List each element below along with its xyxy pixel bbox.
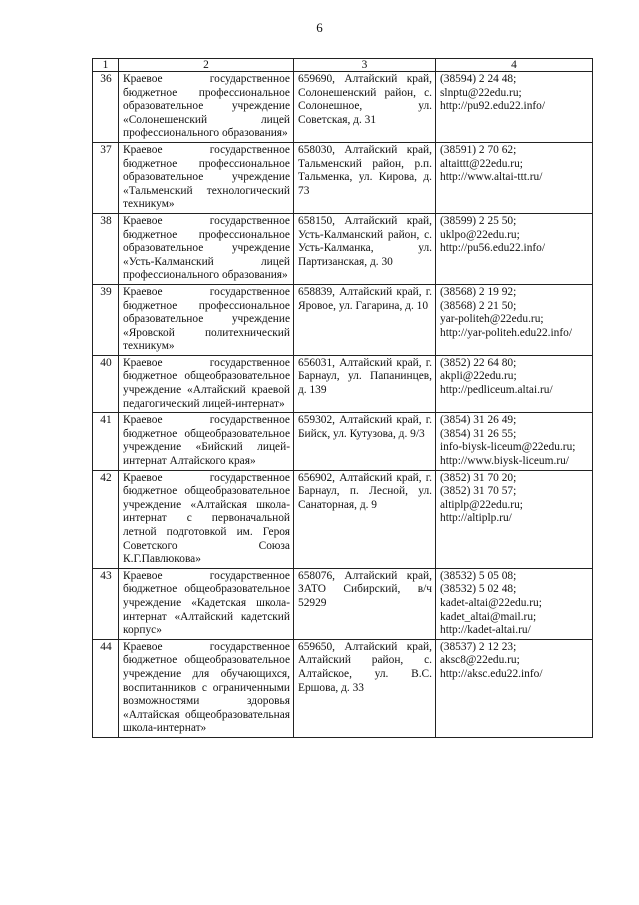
institution-name: Краевое государственное бюджетное профессиональное образовательное учреждение «Усть-Калманский лицей профессионального образования»: [119, 213, 294, 284]
contact-line: kadet_altai@mail.ru;: [440, 610, 537, 623]
contact-line: http://pedliceum.altai.ru/: [440, 384, 553, 397]
contact-line: http://yar-politeh.edu22.info/: [440, 326, 573, 339]
row-number: 39: [93, 284, 119, 355]
table-header-row: [93, 59, 593, 72]
contact-line: info-biysk-liceum@22edu.ru;: [440, 441, 576, 454]
institution-address: 658150, Алтайский край, Усть-Калманский район, с. Усть-Калманка, ул. Партизанская, д. 30: [294, 213, 436, 284]
institution-name: Краевое государственное бюджетное общеобразовательное учреждение «Алтайский краевой педагогический лицей-интернат»: [119, 355, 294, 412]
contact-line: altiplp@22edu.ru;: [440, 498, 523, 511]
contact-line: (38532) 5 02 48;: [440, 583, 517, 596]
row-number: 44: [93, 639, 119, 737]
contact-line: (38537) 2 12 23;: [440, 640, 517, 653]
column-header-name: 2: [119, 59, 294, 72]
institution-address: 658839, Алтайский край, г. Яровое, ул. Гагарина, д. 10: [294, 284, 436, 355]
institution-contacts: [436, 72, 593, 143]
institution-contacts: [436, 413, 593, 470]
contact-line: (38568) 2 21 50;: [440, 299, 517, 312]
contact-line: http://pu92.edu22.info/: [440, 100, 546, 113]
institution-contacts: [436, 470, 593, 568]
contact-line: (38568) 2 19 92;: [440, 285, 517, 298]
contact-line: http://www.biysk-liceum.ru/: [440, 455, 569, 468]
row-number: 38: [93, 213, 119, 284]
institution-name: Краевое государственное бюджетное профессиональное образовательное учреждение «Солонешенский лицей профессионального образования»: [119, 72, 294, 143]
institution-contacts: [436, 568, 593, 639]
row-number: 40: [93, 355, 119, 412]
contact-line: (38532) 5 05 08;: [440, 569, 517, 582]
institution-contacts: [436, 213, 593, 284]
institution-address: 659690, Алтайский край, Солонешенский район, с. Солонешное, ул. Советская, д. 31: [294, 72, 436, 143]
institution-contacts: [436, 142, 593, 213]
institution-address: 656031, Алтайский край, г. Барнаул, ул. Папанинцев, д. 139: [294, 355, 436, 412]
contact-line: (38594) 2 24 48;: [440, 73, 517, 85]
contact-line: http://www.altai-ttt.ru/: [440, 171, 543, 184]
table-row: [93, 355, 593, 412]
institution-address: 659650, Алтайский край, Алтайский район, с. Алтайское, ул. В.С. Ершова, д. 33: [294, 639, 436, 737]
contact-line: (3854) 31 26 55;: [440, 427, 517, 440]
column-header-address: 3: [294, 59, 436, 72]
table-row: [93, 213, 593, 284]
contact-line: http://kadet-altai.ru/: [440, 624, 531, 637]
institution-name: Краевое государственное бюджетное профессиональное образовательное учреждение «Тальменский технологический техникум»: [119, 142, 294, 213]
contact-line: (38599) 2 25 50;: [440, 214, 517, 227]
contact-line: aksc8@22edu.ru;: [440, 654, 520, 667]
institution-address: 656902, Алтайский край, г. Барнаул, п. Лесной, ул. Санаторная, д. 9: [294, 470, 436, 568]
column-header-contacts: 4: [436, 59, 593, 72]
contact-line: kadet-altai@22edu.ru;: [440, 596, 542, 609]
contact-line: uklpo@22edu.ru;: [440, 228, 520, 241]
table-row: [93, 639, 593, 737]
table-row: [93, 72, 593, 143]
contact-line: (3852) 31 70 20;: [440, 471, 517, 484]
contact-line: (3852) 31 70 57;: [440, 485, 517, 498]
row-number: 41: [93, 413, 119, 470]
institution-contacts: [436, 639, 593, 737]
institution-name: Краевое государственное бюджетное общеобразовательное учреждение «Кадетская школа-интернат «Алтайский кадетский корпус»: [119, 568, 294, 639]
institution-name: Краевое государственное бюджетное профессиональное образовательное учреждение «Яровской политехнический техникум»: [119, 284, 294, 355]
table-row: [93, 284, 593, 355]
row-number: 42: [93, 470, 119, 568]
institution-address: 659302, Алтайский край, г. Бийск, ул. Кутузова, д. 9/3: [294, 413, 436, 470]
institution-name: Краевое государственное бюджетное общеобразовательное учреждение «Алтайская школа-интернат с первоначальной летной подготовкой им. Героя Советского Союза К.Г.Павлюкова»: [119, 470, 294, 568]
table-body: [93, 72, 593, 738]
institution-address: 658076, Алтайский край, ЗАТО Сибирский, в/ч 52929: [294, 568, 436, 639]
institutions-table: [92, 58, 593, 738]
institution-name: Краевое государственное бюджетное общеобразовательное учреждение для обучающихся, воспитанников с ограниченными возможностями здоровья «Алтайская общеобразовательная школа-интернат»: [119, 639, 294, 737]
institution-contacts: [436, 355, 593, 412]
table-row: [93, 142, 593, 213]
institution-contacts: [436, 284, 593, 355]
row-number: 36: [93, 72, 119, 143]
row-number: 43: [93, 568, 119, 639]
column-header-number: 1: [93, 59, 119, 72]
contact-line: http://pu56.edu22.info/: [440, 242, 546, 255]
contact-line: http://altiplp.ru/: [440, 512, 512, 525]
page-number: 6: [316, 20, 323, 35]
table-row: [93, 413, 593, 470]
contact-line: (3852) 22 64 80;: [440, 356, 517, 369]
contact-line: slnptu@22edu.ru;: [440, 86, 522, 99]
contact-line: (3854) 31 26 49;: [440, 414, 517, 427]
table-row: [93, 470, 593, 568]
institution-address: 658030, Алтайский край, Тальменский район, р.п. Тальменка, ул. Кирова, д. 73: [294, 142, 436, 213]
contact-line: altaittt@22edu.ru;: [440, 157, 523, 170]
table-row: [93, 568, 593, 639]
contact-line: akpli@22edu.ru;: [440, 370, 517, 383]
institution-name: Краевое государственное бюджетное общеобразовательное учреждение «Бийский лицей-интернат Алтайского края»: [119, 413, 294, 470]
contact-line: (38591) 2 70 62;: [440, 143, 517, 156]
row-number: 37: [93, 142, 119, 213]
contact-line: http://aksc.edu22.info/: [440, 667, 543, 680]
contact-line: yar-politeh@22edu.ru;: [440, 313, 544, 326]
